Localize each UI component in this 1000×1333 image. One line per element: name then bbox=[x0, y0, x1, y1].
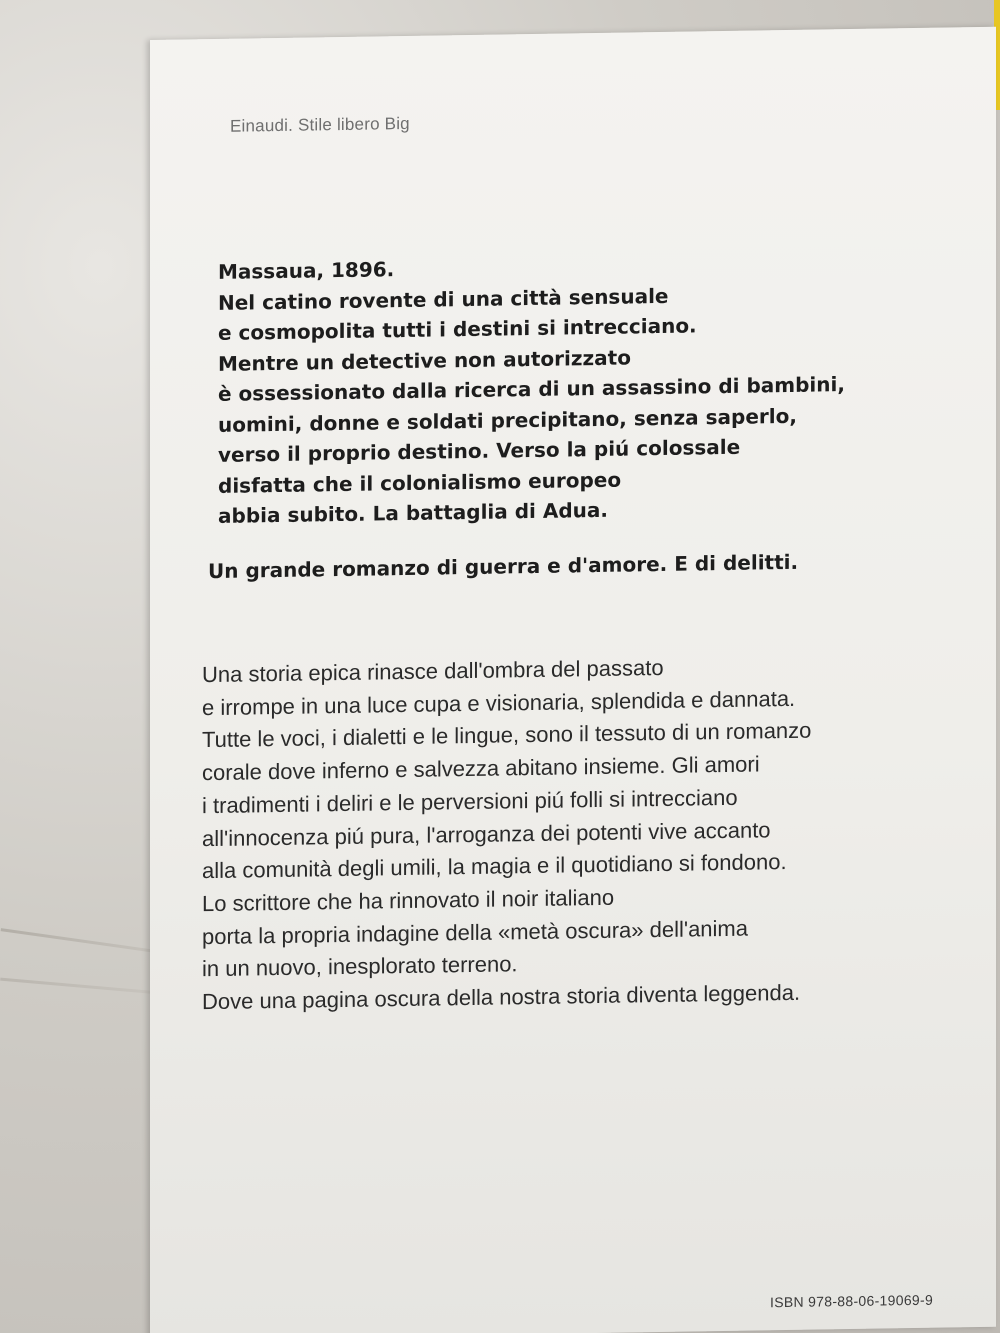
description-line: porta la propria indagine della «metà oscura» dell'anima bbox=[202, 915, 748, 949]
description-line: alla comunità degli umili, la magia e il quotidiano si fondono. bbox=[202, 849, 787, 884]
series-label: Einaudi. Stile libero Big bbox=[230, 113, 410, 136]
blurb-line: Massaua, 1896. bbox=[218, 257, 395, 284]
description-line: Una storia epica rinasce dall'ombra del passato bbox=[202, 654, 664, 688]
description-line: Lo scrittore che ha rinnovato il noir italiano bbox=[202, 884, 615, 917]
description-line: e irrompe in una luce cupa e visionaria, splendida e dannata. bbox=[202, 685, 796, 720]
description-line: i tradimenti i deliri e le perversioni piú folli si intrecciano bbox=[202, 784, 738, 818]
description-line: in un nuovo, inesplorato terreno. bbox=[202, 951, 518, 982]
blurb-line: e cosmopolita tutti i destini si intrecciano. bbox=[218, 313, 697, 345]
book-back-cover bbox=[150, 27, 996, 1333]
blurb-line: abbia subito. La battaglia di Adua. bbox=[218, 497, 608, 528]
isbn-label: ISBN 978-88-06-19069-9 bbox=[770, 1291, 934, 1311]
blurb-line: verso il proprio destino. Verso la piú colossale bbox=[218, 434, 741, 467]
description-line: Tutte le voci, i dialetti e le lingue, sono il tessuto di un romanzo bbox=[202, 718, 812, 753]
blurb-line: Mentre un detective non autorizzato bbox=[218, 344, 631, 376]
tagline: Un grande romanzo di guerra e d'amore. E di delitti. bbox=[208, 549, 799, 584]
blurb-line: disfatta che il colonialismo europeo bbox=[218, 467, 622, 498]
description-line: Dove una pagina oscura della nostra storia diventa leggenda. bbox=[202, 979, 801, 1015]
blurb-line: è ossessionato dalla ricerca di un assassino di bambini, bbox=[218, 372, 845, 406]
blurb-line: uomini, donne e soldati precipitano, senza saperlo, bbox=[218, 403, 797, 437]
blurb-line: Nel catino rovente di una città sensuale bbox=[218, 283, 669, 315]
description-line: all'innocenza piú pura, l'arroganza dei potenti vive accanto bbox=[202, 816, 771, 851]
bold-blurb bbox=[218, 247, 845, 531]
description-blurb bbox=[202, 650, 811, 1019]
description-line: corale dove inferno e salvezza abitano insieme. Gli amori bbox=[202, 751, 760, 786]
